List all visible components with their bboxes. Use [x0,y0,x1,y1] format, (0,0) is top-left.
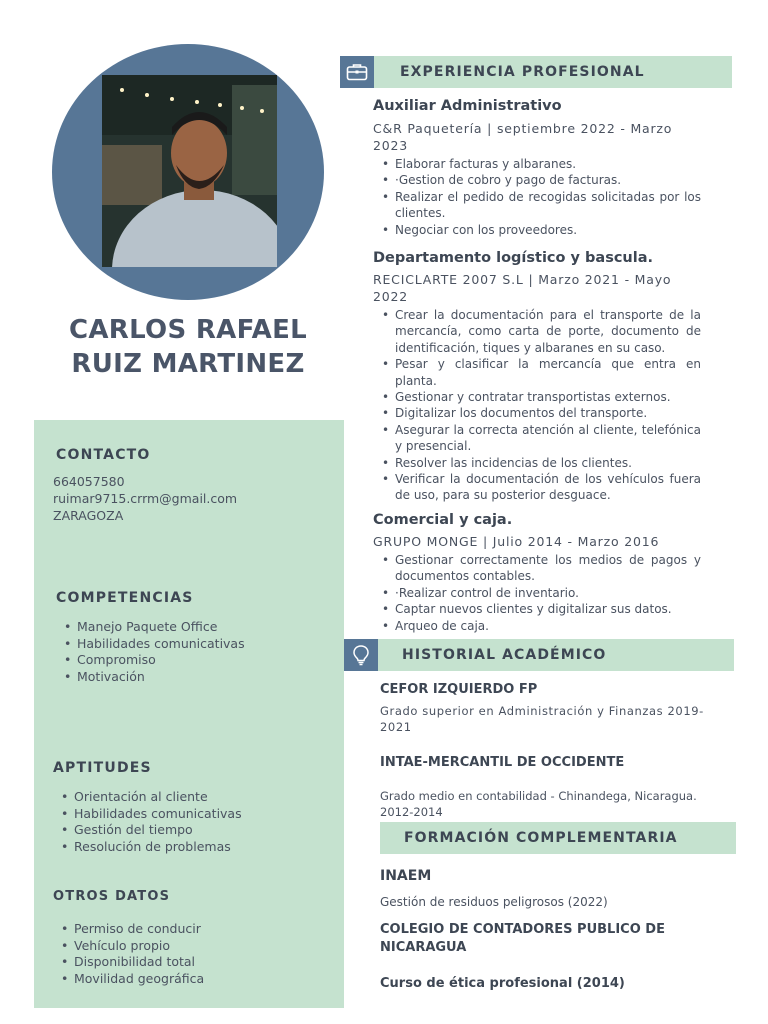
education-school: CEFOR IZQUIERDO FP [380,682,538,697]
training-course: Curso de ética profesional (2014) [380,976,625,991]
list-item: • Elaborar facturas y albaranes. [373,156,701,172]
otros-datos-list [53,921,204,987]
academico-heading: HISTORIAL ACADÉMICO [402,647,607,663]
list-item: • Movilidad geográfica [53,971,204,988]
name-line-1: CARLOS RAFAEL [68,315,307,345]
aptitudes-list [53,789,242,855]
job-title: Comercial y caja. [373,512,513,528]
training-organization: INAEM [380,868,432,884]
list-item: • Vehículo propio [53,938,204,955]
job-duties-list [373,552,701,634]
competencias-heading: COMPETENCIAS [56,590,194,606]
list-item: • Negociar con los proveedores. [373,222,701,238]
aptitudes-heading: APTITUDES [53,760,152,776]
list-item: • Asegurar la correcta atención al cliente, telefónica y presencial. [373,422,701,455]
contact-email: ruimar9715.crrm@gmail.com [53,491,238,506]
formacion-heading: FORMACIÓN COMPLEMENTARIA [404,830,678,846]
list-item: • Pesar y clasificar la mercancía que entra en planta. [373,356,701,389]
competencias-list [56,619,245,685]
name-line-2: RUIZ MARTINEZ [71,349,305,379]
list-item: • ·Gestion de cobro y pago de facturas. [373,172,701,188]
contact-phone: 664057580 [53,474,125,489]
list-item: • Disponibilidad total [53,954,204,971]
list-item: • Captar nuevos clientes y digitalizar sus datos. [373,601,701,617]
list-item: • Habilidades comunicativas [56,636,245,653]
list-item: • Gestionar y contratar transportistas externos. [373,389,701,405]
full-name [40,313,336,381]
list-item: • Motivación [56,669,245,686]
job-company: RECICLARTE 2007 S.L | Marzo 2021 - Mayo 2022 [373,272,672,304]
contact-heading: CONTACTO [56,447,151,463]
list-item: • Resolución de problemas [53,839,242,856]
list-item: • Gestión del tiempo [53,822,242,839]
job-title: Auxiliar Administrativo [373,98,562,114]
list-item: • ·Realizar control de inventario. [373,585,701,601]
briefcase-icon [340,56,374,88]
lightbulb-icon [344,639,378,671]
training-organization: COLEGIO DE CONTADORES PUBLICO DE NICARAGUA [380,922,665,955]
education-detail: Grado superior en Administración y Finanzas 2019-2021 [380,704,704,734]
job-duties-list [373,307,701,504]
profile-photo [102,75,277,267]
education-school: INTAE-MERCANTIL DE OCCIDENTE [380,755,625,770]
list-item: • Compromiso [56,652,245,669]
job-company: GRUPO MONGE | Julio 2014 - Marzo 2016 [373,534,660,549]
list-item: • Realizar el pedido de recogidas solicitadas por los clientes. [373,189,701,222]
experiencia-heading: EXPERIENCIA PROFESIONAL [400,64,645,80]
otros-datos-heading: OTROS DATOS [53,889,171,904]
list-item: • Arqueo de caja. [373,618,701,634]
list-item: • Resolver las incidencias de los clientes. [373,455,701,471]
list-item: • Verificar la documentación de los vehículos fuera de uso, para su posterior desguace. [373,471,701,504]
job-title: Departamento logístico y bascula. [373,250,654,266]
job-duties-list [373,156,701,238]
contact-city: ZARAGOZA [53,508,124,523]
list-item: • Manejo Paquete Office [56,619,245,636]
list-item: • Digitalizar los documentos del transporte. [373,405,701,421]
list-item: • Permiso de conducir [53,921,204,938]
list-item: • Orientación al cliente [53,789,242,806]
list-item: • Crear la documentación para el transporte de la mercancía, como carta de porte, documento de identificación, tiques y albaranes en su caso. [373,307,701,356]
list-item: • Gestionar correctamente los medios de pagos y documentos contables. [373,552,701,585]
job-company: C&R Paquetería | septiembre 2022 - Marzo 2023 [373,121,673,153]
list-item: • Habilidades comunicativas [53,806,242,823]
training-course: Gestión de residuos peligrosos (2022) [380,895,608,909]
education-detail: Grado medio en contabilidad - Chinandega, Nicaragua. 2012-2014 [380,789,697,819]
